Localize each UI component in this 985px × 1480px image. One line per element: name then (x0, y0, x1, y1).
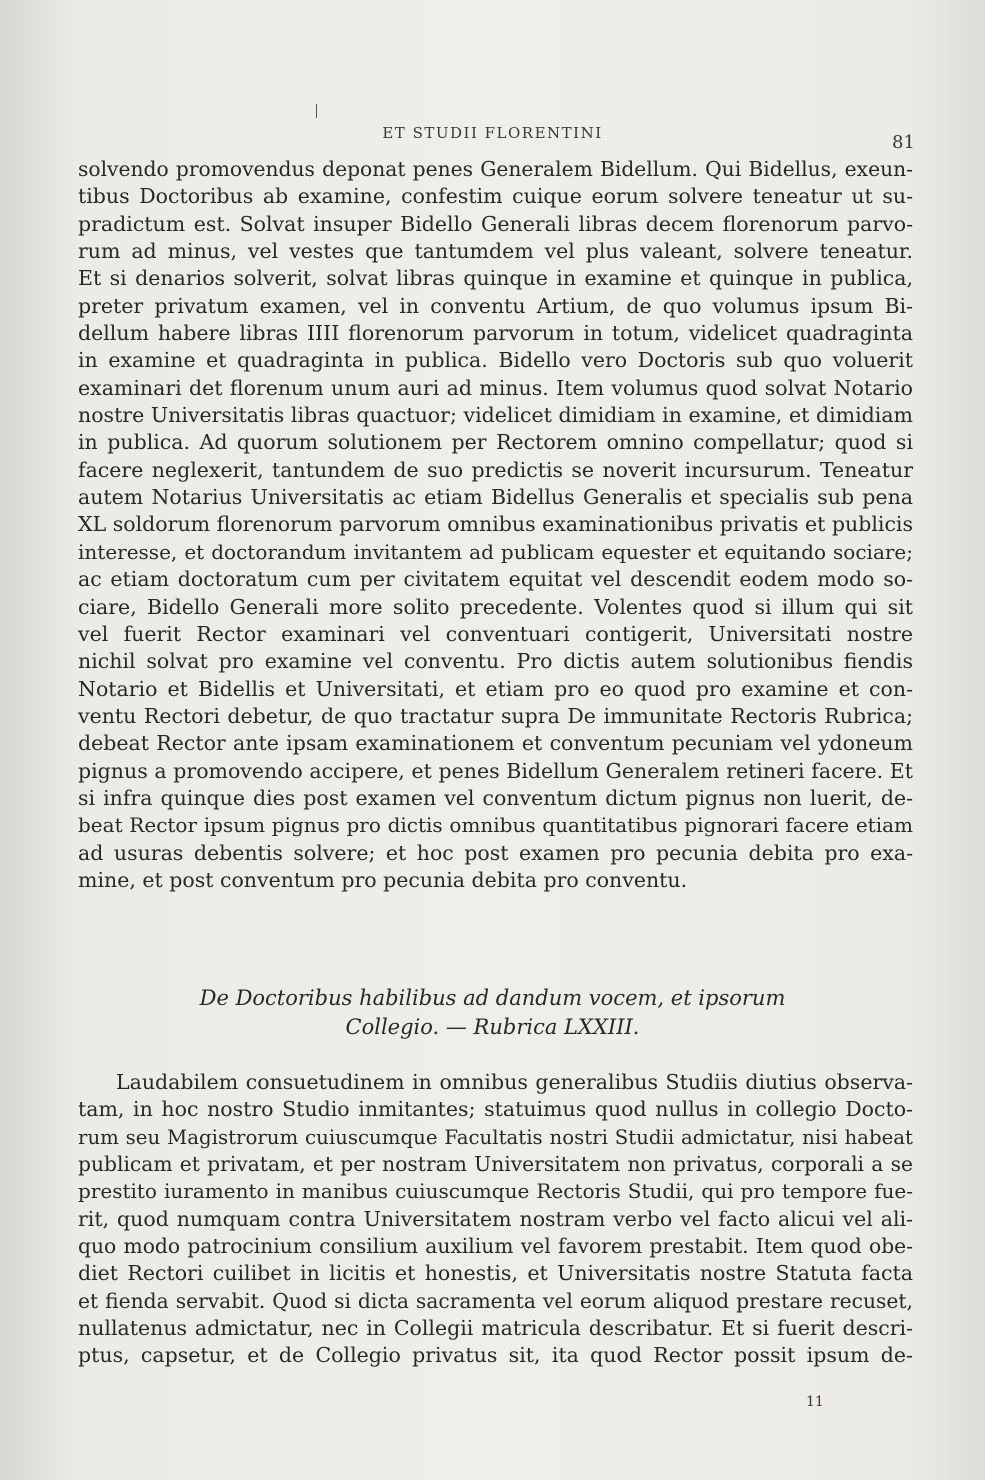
text-line: examinari det florenum unum auri ad minus. Item volumus quod solvat Notario (78, 375, 913, 400)
text-line: et fienda servabit. Quod si dicta sacramenta vel eorum aliquod prestare recuset, (78, 1288, 913, 1313)
text-line: diet Rectori cuilibet in licitis et honestis, et Universitatis nostre Statuta facta (78, 1261, 913, 1286)
text-line: ventu Rectori debetur, de quo tractatur supra De immunitate Rectoris Rubrica; (78, 703, 913, 728)
text-line: nullatenus admictatur, nec in Collegii matricula describatur. Et si fuerit descri- (78, 1316, 913, 1341)
text-line: quo modo patrocinium consilium auxilium vel favorem prestabit. Item quod obe- (78, 1234, 913, 1259)
text-line: nichil solvat pro examine vel conventu. Pro dictis autem solutionibus fiendis (78, 649, 913, 674)
statute-text-continued (78, 156, 913, 894)
text-line: autem Notarius Universitatis ac etiam Bidellus Generalis et specialis sub pena (78, 485, 913, 510)
text-line: dellum habere libras IIII florenorum parvorum in totum, videlicet quadraginta (78, 321, 913, 346)
text-line: ac etiam doctoratum cum per civitatem equitat vel descendit eodem modo so- (78, 567, 913, 592)
text-line: ptus, capsetur, et de Collegio privatus sit, ita quod Rector possit ipsum de- (78, 1343, 913, 1368)
text-line: in publica. Ad quorum solutionem per Rectorem omnino compellatur; quod si (78, 430, 913, 455)
text-line: mine, et post conventum pro pecunia debita pro conventu. (78, 867, 688, 892)
text-line: solvendo promovendus deponat penes Generalem Bidellum. Qui Bidellus, exeun- (78, 157, 913, 181)
text-line: XL soldorum florenorum parvorum omnibus examinationibus privatis et publicis (78, 512, 913, 537)
text-line: beat Rector ipsum pignus pro dictis omnibus quantitatibus pignorari facere etiam (78, 813, 913, 838)
text-line: publicam et privatam, et per nostram Universitatem non privatus, corporali a se (78, 1152, 913, 1177)
rubric-heading-line-2: Collegio. — Rubrica LXXIII. (345, 1015, 640, 1039)
text-line: Laudabilem consuetudinem in omnibus generalibus Studiis diutius observa- (116, 1070, 913, 1094)
text-line: Et si denarios solverit, solvat libras quinque in examine et quinque in publica, (78, 266, 913, 291)
rubric-heading-line-1: De Doctoribus habilibus ad dandum vocem, et ipsorum (199, 986, 786, 1010)
text-line: interesse, et doctorandum invitantem ad publicam equester et equitando sociare; (78, 539, 913, 564)
margin-mark (316, 104, 317, 118)
text-line: debeat Rector ante ipsam examinationem et conventum pecuniam vel ydoneum (78, 731, 913, 756)
page-number: 81 (892, 132, 915, 153)
text-line: prestito iuramento in manibus cuiuscumque Rectoris Studii, qui pro tempore fue- (78, 1179, 913, 1204)
text-line: rit, quod numquam contra Universitatem nostram verbo vel facto alicui vel ali- (78, 1206, 913, 1231)
text-line: ciare, Bidello Generali more solito precedente. Volentes quod si illum qui sit (78, 594, 913, 619)
text-line: preter privatum examen, vel in conventu Artium, de quo volumus ipsum Bi- (78, 293, 913, 318)
text-line: nostre Universitatis libras quactuor; videlicet dimidiam in examine, et dimidiam (78, 403, 913, 428)
text-line: ad usuras debentis solvere; et hoc post examen pro pecunia debita pro exa- (78, 840, 913, 865)
text-line: vel fuerit Rector examinari vel conventuari contigerit, Universitati nostre (78, 621, 913, 646)
statute-text-rubric-73 (78, 1069, 913, 1370)
signature-mark: 11 (806, 1394, 824, 1410)
text-line: tam, in hoc nostro Studio inmitantes; statuimus quod nullus in collegio Docto- (78, 1097, 913, 1122)
text-line: facere neglexerit, tantundem de suo predictis se noverit incursurum. Teneatur (78, 457, 913, 482)
text-line: pignus a promovendo accipere, et penes Bidellum Generalem retineri facere. Et (78, 758, 913, 783)
text-line: tibus Doctoribus ab examine, confestim cuique eorum solvere teneatur ut su- (78, 184, 913, 209)
running-head: ET STUDII FLORENTINI (382, 124, 603, 142)
text-line: in examine et quadraginta in publica. Bidello vero Doctoris sub quo voluerit (78, 348, 913, 373)
text-line: rum seu Magistrorum cuiuscumque Facultatis nostri Studii admictatur, nisi habeat (78, 1125, 913, 1149)
text-line: Notario et Bidellis et Universitati, et etiam pro eo quod pro examine et con- (78, 676, 913, 701)
text-line: si infra quinque dies post examen vel conventum dictum pignus non luerit, de- (78, 785, 913, 810)
text-line: pradictum est. Solvat insuper Bidello Generali libras decem florenorum parvo- (78, 211, 913, 236)
text-line: rum ad minus, vel vestes que tantumdem vel plus valeant, solvere teneatur. (78, 239, 913, 264)
